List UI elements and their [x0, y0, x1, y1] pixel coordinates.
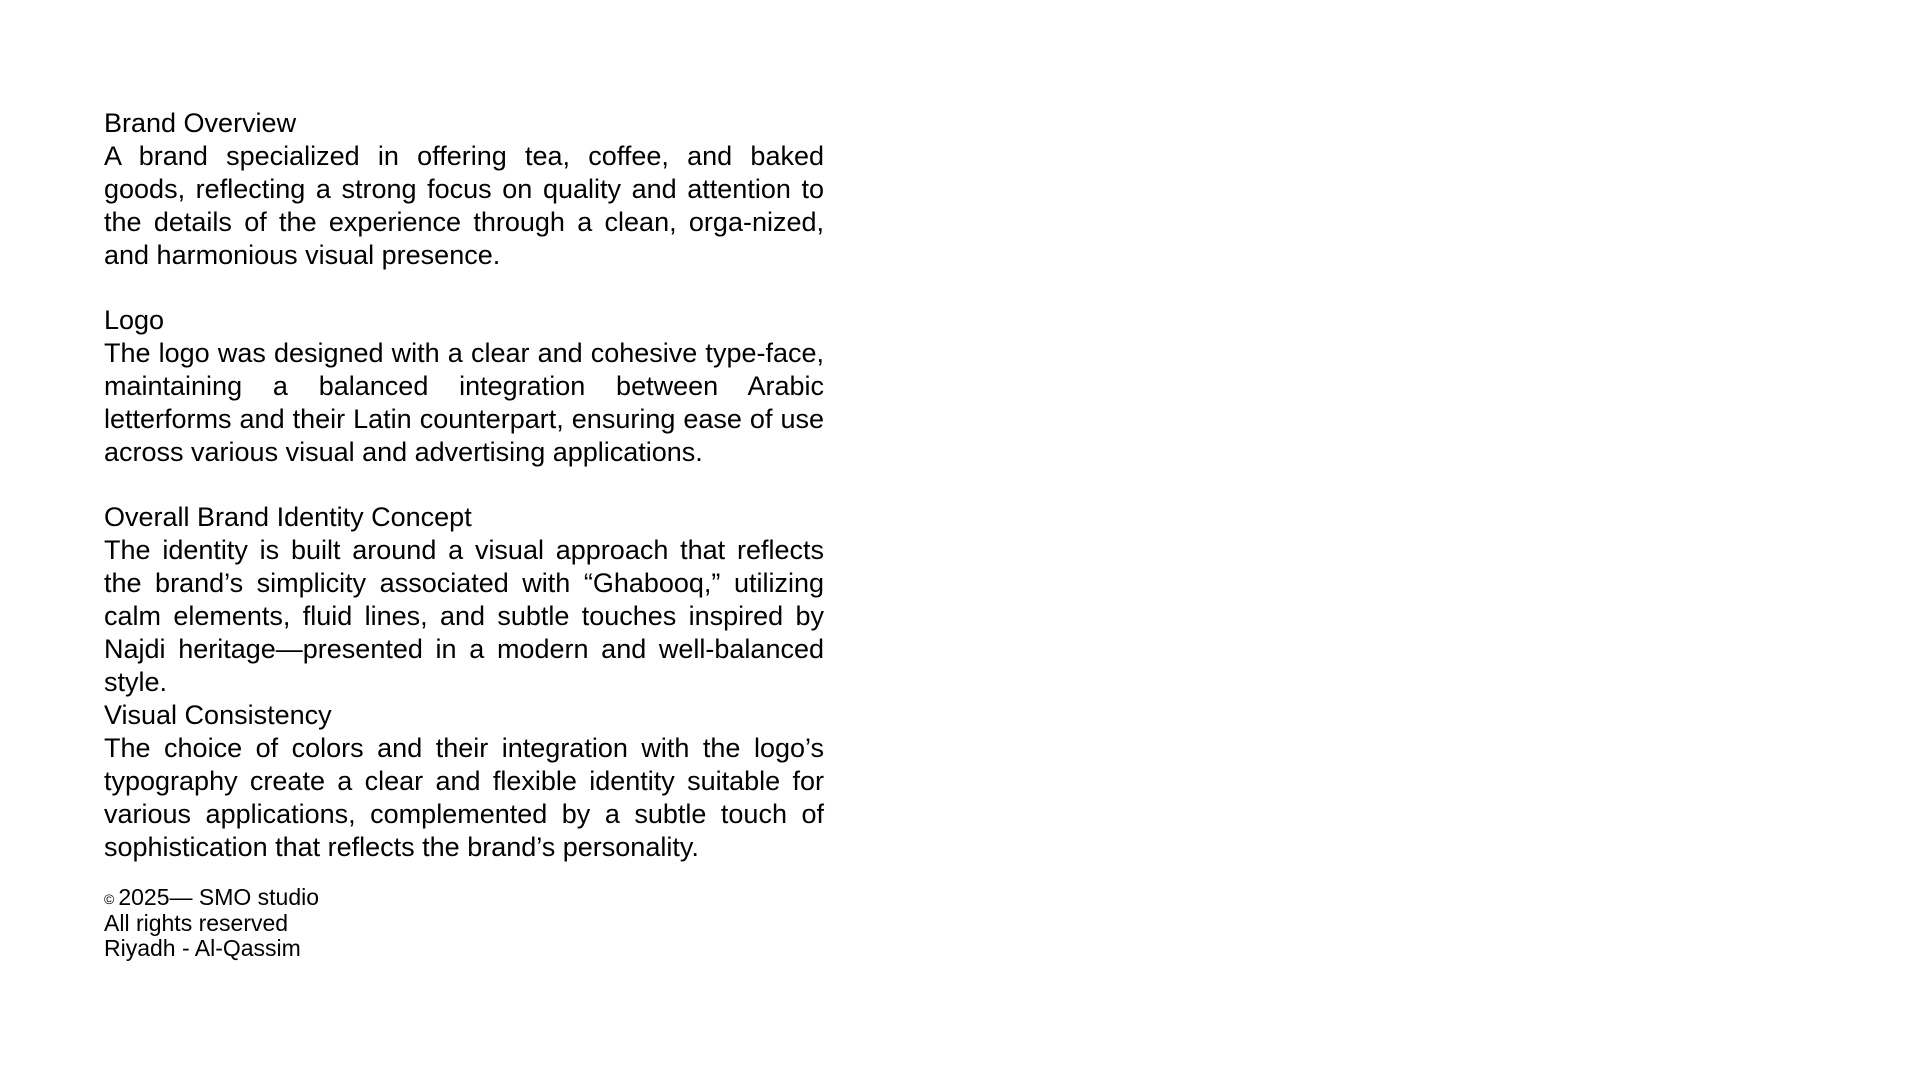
section-spacer [104, 469, 824, 501]
section-identity-concept [104, 501, 824, 699]
section-body: The logo was designed with a clear and cohesive type-face, maintaining a balanced integration between Arabic letterforms and their Latin counterpart, ensuring ease of use across various visual and advertising applications. [104, 338, 824, 467]
section-visual-consistency [104, 699, 824, 864]
section-logo [104, 304, 824, 469]
section-title: Visual Consistency [104, 700, 332, 730]
section-title: Overall Brand Identity Concept [104, 502, 472, 532]
section-title: Brand Overview [104, 108, 297, 138]
copyright-text: 2025— SMO studio [118, 884, 320, 910]
copyright-line [104, 885, 604, 911]
rights-text: All rights reserved [104, 910, 289, 937]
document-content [104, 107, 824, 864]
section-brand-overview [104, 107, 824, 272]
copyright-icon: © [104, 890, 115, 907]
footer [104, 885, 604, 960]
section-body: The identity is built around a visual approach that reflects the brand’s simplicity associated with “Ghabooq,” utilizing calm elements, fluid lines, and subtle touches inspired by Najdi heritage—presented in a modern and well-balanced style. [104, 535, 824, 697]
section-spacer [104, 272, 824, 304]
section-body: A brand specialized in offering tea, coffee, and baked goods, reflecting a strong focus on quality and attention to the details of the experience through a clean, orga-nized, and harmonious visual presence. [104, 141, 824, 270]
section-body: The choice of colors and their integration with the logo’s typography create a clear and flexible identity suitable for various applications, complemented by a subtle touch of sophistication that reflects the brand’s personality. [104, 733, 824, 862]
section-title: Logo [104, 305, 165, 335]
location-text: Riyadh - Al-Qassim [104, 934, 301, 961]
